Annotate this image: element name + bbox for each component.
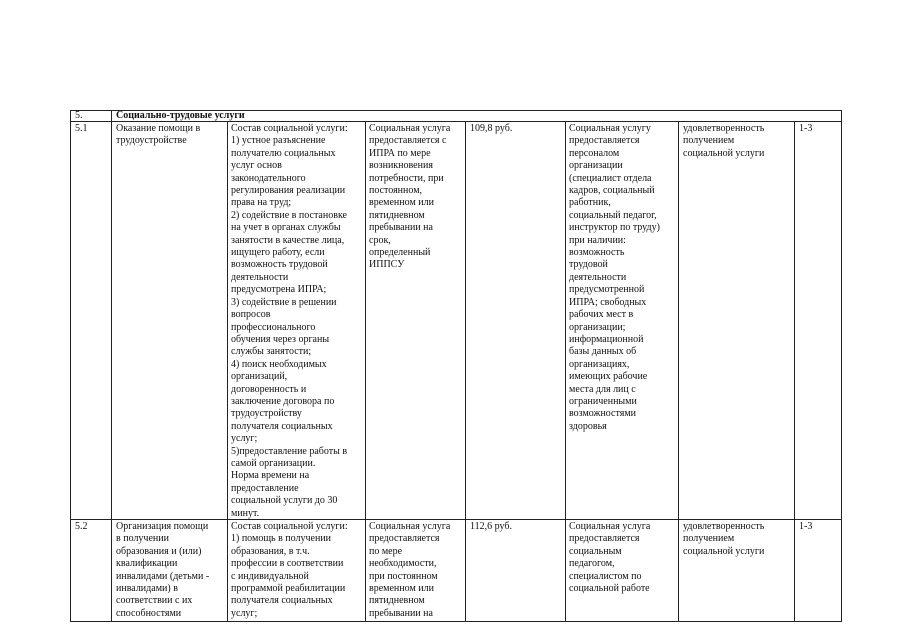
service-content: Состав социальной услуги: 1) устное разъяснение получателю социальных услуг основ законодательного регулирования реализации права на труд; 2) содействие в постановке на учет в органах службы занятости в качестве лица, ищущего работу, если возможность трудовой деятельности предусмотрена ИПРА; 3) содействие в решении вопросов профессионального обучения через органы службы занятости; 4) поиск необходимых организаций, договоренность и заключение договора по трудоустройству получателя социальных услуг; 5)предоставление работы в самой организации. Норма времени на предоставление социальной услуги до 30 минут. [231, 123, 348, 519]
column-divider [678, 121, 679, 622]
service-conditions: Социальная услуга предоставляется социальным педагогом, специалистом по социальной работе [569, 521, 651, 595]
quality-rating: 1-3 [799, 521, 813, 532]
table-left-border [70, 110, 71, 622]
table-right-border [841, 110, 842, 622]
service-term: Социальная услуга предоставляется с ИПРА по мере возникновения потребности, при постоянном, временном или пятидневном пребывании на срок, определенный ИППСУ [369, 123, 451, 271]
row-divider [70, 519, 842, 520]
service-content: Состав социальной услуги: 1) помощь в получении образования, в т.ч. профессии в соответствии с индивидуальной программой реабилитации получателя социальных услуг; [231, 521, 348, 619]
service-term: Социальная услуга предоставляется по мере необходимости, при постоянном временном или пятидневном пребывании на [369, 521, 451, 619]
row-number: 5.1 [75, 123, 88, 134]
section-number: 5. [75, 110, 83, 121]
column-divider [565, 121, 566, 622]
service-conditions: Социальная услугу предоставляется персоналом организации (специалист отдела кадров, социальный работник, социальный педагог, инструктор по труду) при наличии: возможность трудовой деятельности предусмотренной ИПРА; свободных рабочих мест в организации; информационной базы данных об организациях, имеющих рабочие места для лиц с ограниченными возможностями здоровья [569, 123, 660, 432]
column-divider [227, 121, 228, 622]
row-number: 5.2 [75, 521, 88, 532]
quality-indicators: удовлетворенность получением социальной услуги [683, 123, 765, 159]
service-name: Организация помощи в получении образования и (или) квалификации инвалидами (детьми - инвалидами) в соответствии с их способностями [116, 521, 210, 619]
column-divider [365, 121, 366, 622]
quality-indicators: удовлетворенность получением социальной услуги [683, 521, 765, 557]
section-title: Социально-трудовые услуги [116, 110, 245, 121]
service-name: Оказание помощи в трудоустройстве [116, 123, 201, 147]
quality-rating: 1-3 [799, 123, 813, 134]
column-divider [465, 121, 466, 622]
service-price: 109,8 руб. [470, 123, 513, 134]
column-divider [794, 121, 795, 622]
table-bottom-border [70, 621, 842, 622]
column-divider [111, 110, 112, 622]
service-price: 112,6 руб. [470, 521, 512, 532]
